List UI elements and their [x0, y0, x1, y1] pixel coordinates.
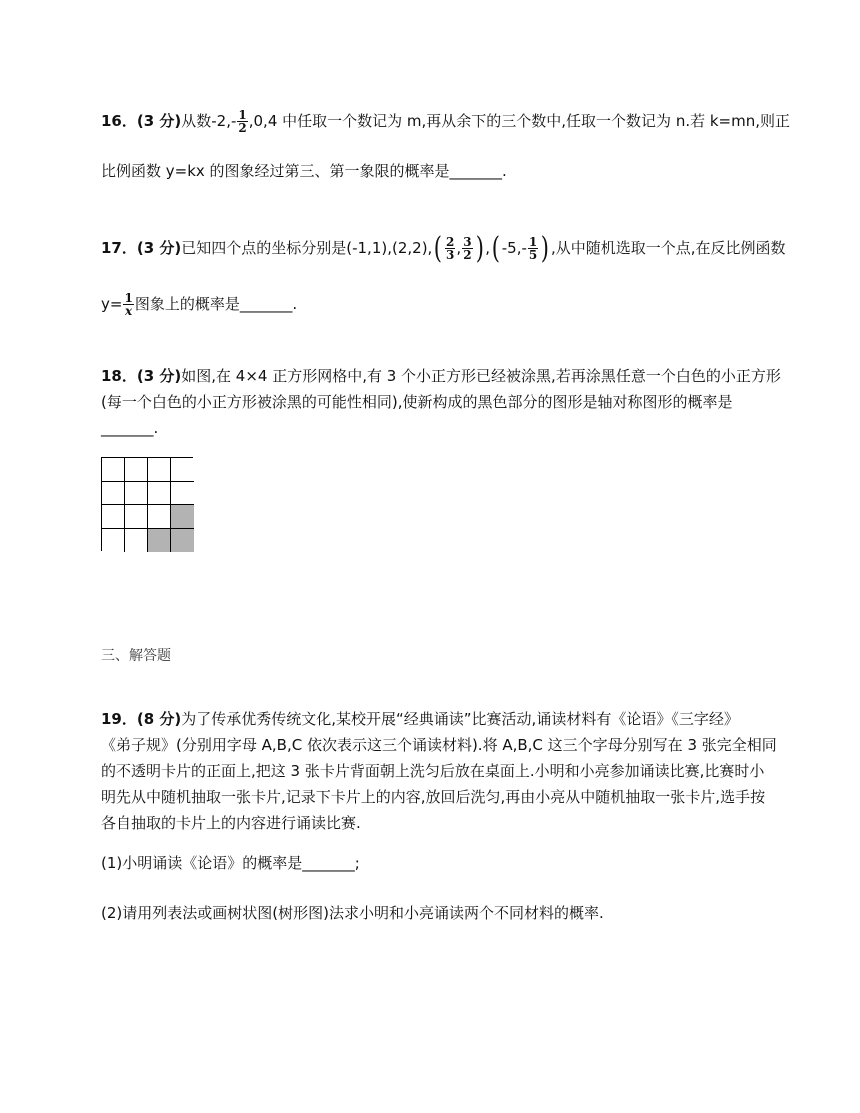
question-18-line-3: _______. — [101, 419, 159, 437]
question-18-line-2: (每一个白色的小正方形被涂黑的可能性相同),使新构成的黑色部分的图形是轴对称图形的概率是 — [101, 393, 733, 411]
separator: , — [456, 239, 462, 257]
grid-cell — [125, 458, 148, 482]
question-score: (8 分) — [136, 710, 182, 728]
question-19-line-3: 的不透明卡片的正面上,把这 3 张卡片背面朝上洗匀后放在桌面上.小明和小亮参加诵读比赛,比赛时小 — [101, 762, 765, 780]
question-16-line-2: 比例函数 y=kx 的图象经过第三、第一象限的概率是_______. — [101, 162, 507, 180]
point-x: -5,- — [501, 239, 527, 257]
grid-cell — [102, 505, 125, 529]
question-19-line-4: 明先从中随机抽取一张卡片,记录下卡片上的内容,放回后洗匀,再由小亮从中随机抽取一张卡片,选手按 — [101, 788, 766, 806]
grid-cell-shaded — [171, 505, 194, 529]
question-19-line-5: 各自抽取的卡片上的内容进行诵读比赛. — [101, 814, 361, 832]
question-text: 如图,在 4×4 正方形网格中,有 3 个小正方形已经被涂黑,若再涂黑任意一个白色的小正方形 — [181, 367, 781, 385]
question-number: 17． — [101, 239, 137, 257]
grid-cell — [148, 505, 171, 529]
fraction: $\frac{1}{2}$ — [238, 108, 247, 135]
grid-cell — [125, 482, 148, 506]
question-text: y= — [101, 295, 123, 313]
grid-cell — [171, 458, 194, 482]
question-text: ,0,4 中任取一个数记为 m,再从余下的三个数中,任取一个数记为 n.若 k=mn,则正 — [248, 112, 791, 130]
section-title: 三、解答题 — [101, 648, 171, 664]
paren-close: ) — [541, 230, 550, 266]
fraction: $\frac{1}{x}$ — [124, 291, 133, 318]
question-number: 18． — [101, 367, 137, 385]
question-17-line-2 — [101, 292, 297, 317]
grid-cell — [102, 482, 125, 506]
question-16-line-1 — [101, 109, 790, 134]
question-number: 19． — [101, 710, 137, 728]
fraction: $\frac{3}{2}$ — [463, 235, 472, 262]
question-text: 从数-2,- — [181, 112, 237, 130]
question-19-sub-2: (2)请用列表法或画树状图(树形图)法求小明和小亮诵读两个不同材料的概率. — [101, 904, 604, 922]
question-text: ,从中随机选取一个点,在反比例函数 — [550, 239, 786, 257]
grid-cell — [125, 529, 148, 553]
question-19-line-1 — [101, 709, 739, 729]
question-text: 图象上的概率是_______. — [134, 295, 298, 313]
question-19-line-2: 《弟子规》(分别用字母 A,B,C 依次表示这三个诵读材料).将 A,B,C 这三个字母分别写在 3 张完全相同 — [101, 736, 777, 754]
paren-open: ( — [491, 230, 501, 266]
grid-cell — [125, 505, 148, 529]
question-19-sub-1: (1)小明诵读《论语》的概率是_______; — [101, 854, 360, 872]
question-score: (3 分) — [136, 239, 182, 257]
grid-cell — [148, 482, 171, 506]
question-number: 16． — [101, 112, 137, 130]
grid-cell — [171, 482, 194, 506]
grid-cell — [102, 529, 125, 553]
question-text: 为了传承优秀传统文化,某校开展“经典诵读”比赛活动,诵读材料有《论语》《三字经》 — [181, 710, 739, 728]
paren-open: ( — [434, 230, 443, 266]
grid-cell-shaded — [148, 529, 171, 553]
question-score: (3 分) — [136, 367, 182, 385]
grid-cell-shaded — [171, 529, 194, 553]
grid-figure — [101, 457, 193, 551]
question-score: (3 分) — [136, 112, 182, 130]
fraction: $\frac{1}{5}$ — [528, 235, 538, 262]
grid-cell — [148, 458, 171, 482]
fraction: $\frac{2}{3}$ — [446, 235, 455, 262]
question-text: 已知四个点的坐标分别是(-1,1),(2,2), — [181, 239, 433, 257]
paren-close: ) — [475, 230, 484, 266]
question-18-line-1 — [101, 366, 781, 386]
question-17-line-1: 17．(3 分)已知四个点的坐标分别是(-1,1),(2,2),( $\frac{2}{3}$ , $\frac{3}{2}$ ) ,( -5,- $\frac{1}{5}$ ) ,从中随机选取一个点,在反比例函数 — [101, 230, 786, 266]
grid-cell — [102, 458, 125, 482]
